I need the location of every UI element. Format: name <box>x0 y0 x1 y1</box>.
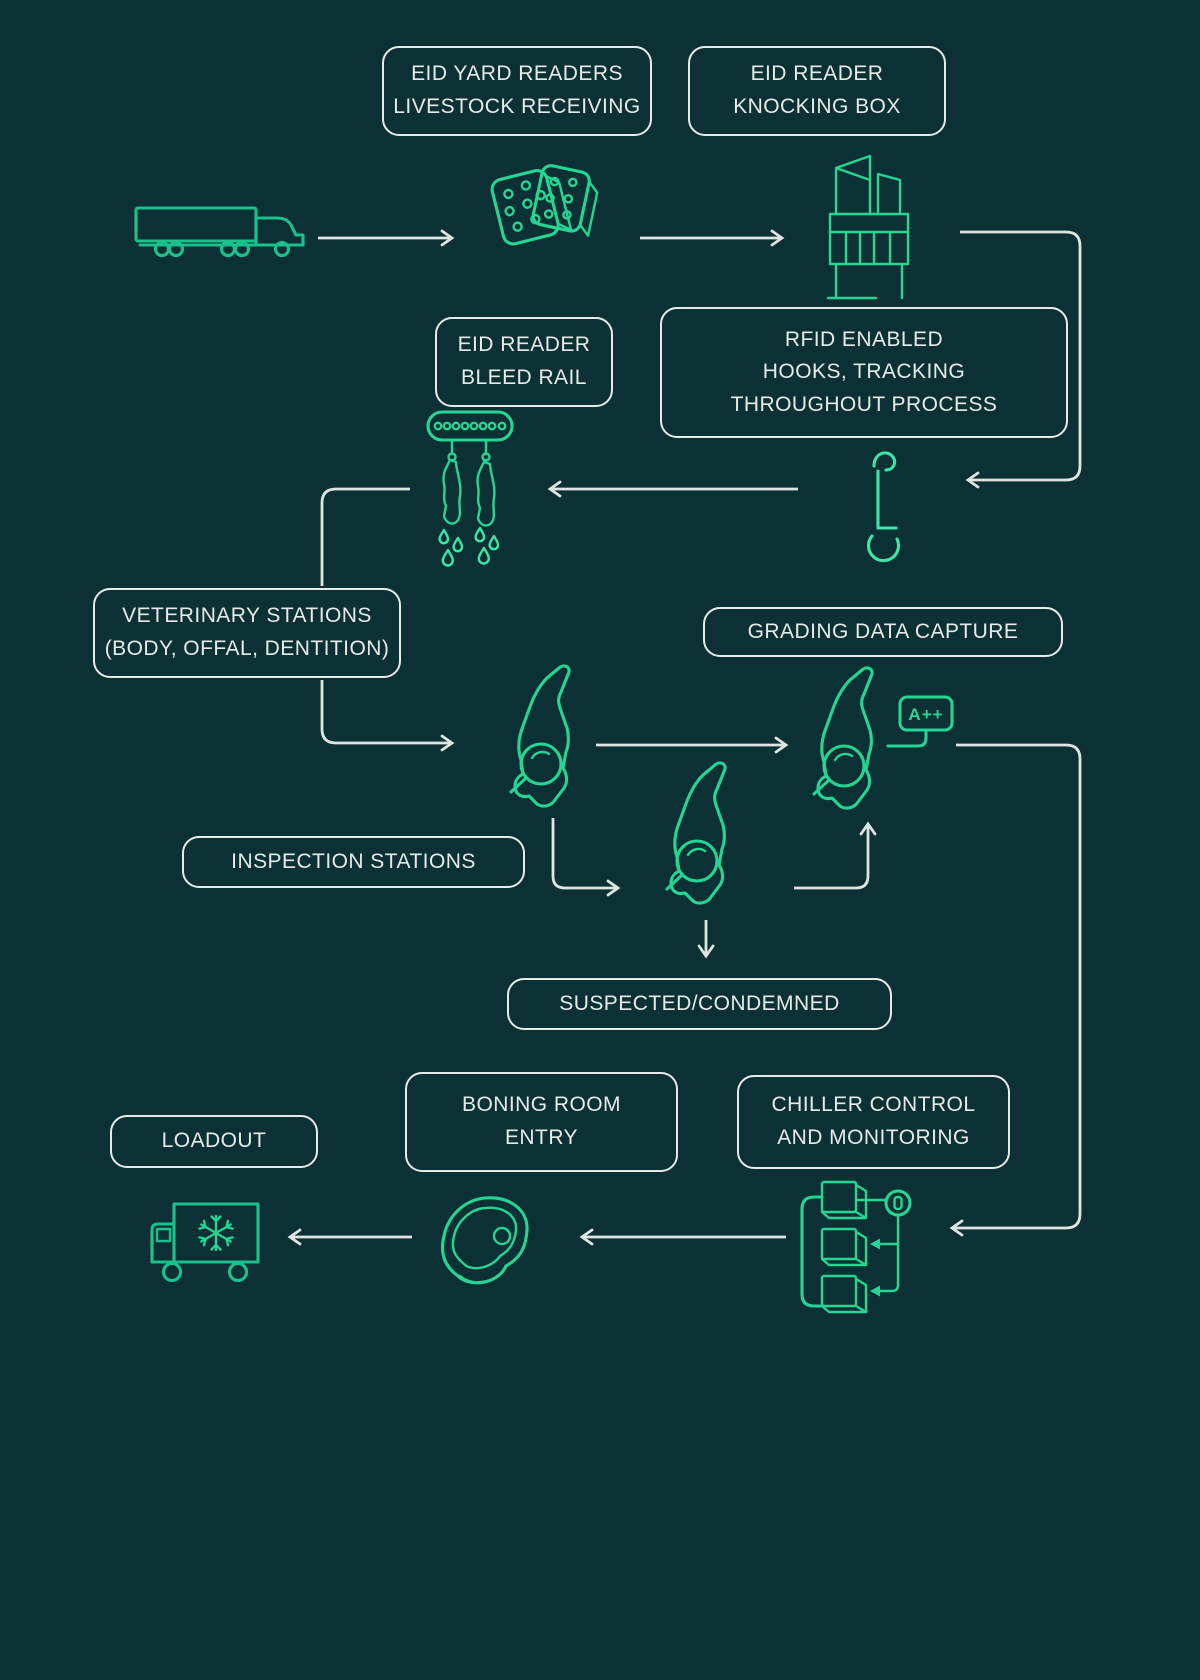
grade-tag <box>888 697 952 746</box>
node-grading-data-capture <box>703 607 1063 657</box>
eid-ear-tags-icon <box>490 164 601 246</box>
node-label-line: EID READER <box>750 62 884 86</box>
node-label-line: BONING ROOM <box>462 1093 621 1117</box>
node-label-line: (BODY, OFFAL, DENTITION) <box>104 637 390 660</box>
node-label-line: EID YARD READERS <box>411 62 623 86</box>
node-veterinary-stations <box>93 588 401 678</box>
node-label-line: INSPECTION STATIONS <box>231 849 476 873</box>
node-suspected-condemned <box>507 978 892 1030</box>
node-eid-reader-bleed-rail <box>435 317 613 407</box>
connector-inspection1-to-inspection2 <box>553 818 618 888</box>
grade-tag-text: A++ <box>908 705 944 724</box>
node-label-line: LIVESTOCK RECEIVING <box>393 95 641 118</box>
node-label-line: GRADING DATA CAPTURE <box>747 619 1019 643</box>
knocking-box-icon <box>828 156 908 298</box>
node-label-line: KNOCKING BOX <box>733 95 901 118</box>
snowflake-icon <box>199 1216 233 1250</box>
livestock-truck-icon <box>136 208 303 256</box>
node-label-line: EID READER <box>457 333 591 357</box>
connector-inspection2-to-grading <box>794 824 868 888</box>
node-label-line: LOADOUT <box>161 1129 267 1153</box>
rfid-hook-icon <box>869 453 899 561</box>
carcass-inspection-1-icon <box>511 666 569 806</box>
meat-cut-icon <box>443 1198 528 1283</box>
node-chiller-control <box>737 1075 1010 1169</box>
connector-veterinary-to-inspection <box>322 680 452 743</box>
node-boning-room-entry <box>405 1072 678 1172</box>
carcass-graded-icon <box>814 668 872 808</box>
bleed-rail-icon <box>428 412 512 566</box>
node-label-line: SUSPECTED/CONDEMNED <box>559 991 840 1015</box>
node-label-line: HOOKS, TRACKING <box>762 360 966 384</box>
connector-bleed-rail-to-veterinary <box>322 489 410 586</box>
node-inspection-stations <box>182 836 525 888</box>
node-label-line: BLEED RAIL <box>461 366 587 389</box>
chiller-monitor-icon <box>802 1182 910 1312</box>
sensor-node-icon <box>886 1191 910 1215</box>
node-label-line: RFID ENABLED <box>784 327 944 351</box>
refrigerated-truck-icon <box>152 1204 258 1281</box>
blood-drops-icon <box>440 528 498 566</box>
node-label-line: CHILLER CONTROL <box>771 1093 976 1117</box>
node-label-line: ENTRY <box>504 1126 579 1149</box>
carcass-inspection-2-icon <box>667 763 725 903</box>
node-label-line: AND MONITORING <box>777 1126 970 1149</box>
node-eid-yard-readers <box>382 46 652 136</box>
node-eid-reader-knocking-box <box>688 46 946 136</box>
node-loadout <box>110 1115 318 1168</box>
node-label-line: VETERINARY STATIONS <box>122 604 372 628</box>
node-label-line: THROUGHOUT PROCESS <box>730 392 998 416</box>
node-rfid-enabled-hooks <box>660 307 1068 438</box>
